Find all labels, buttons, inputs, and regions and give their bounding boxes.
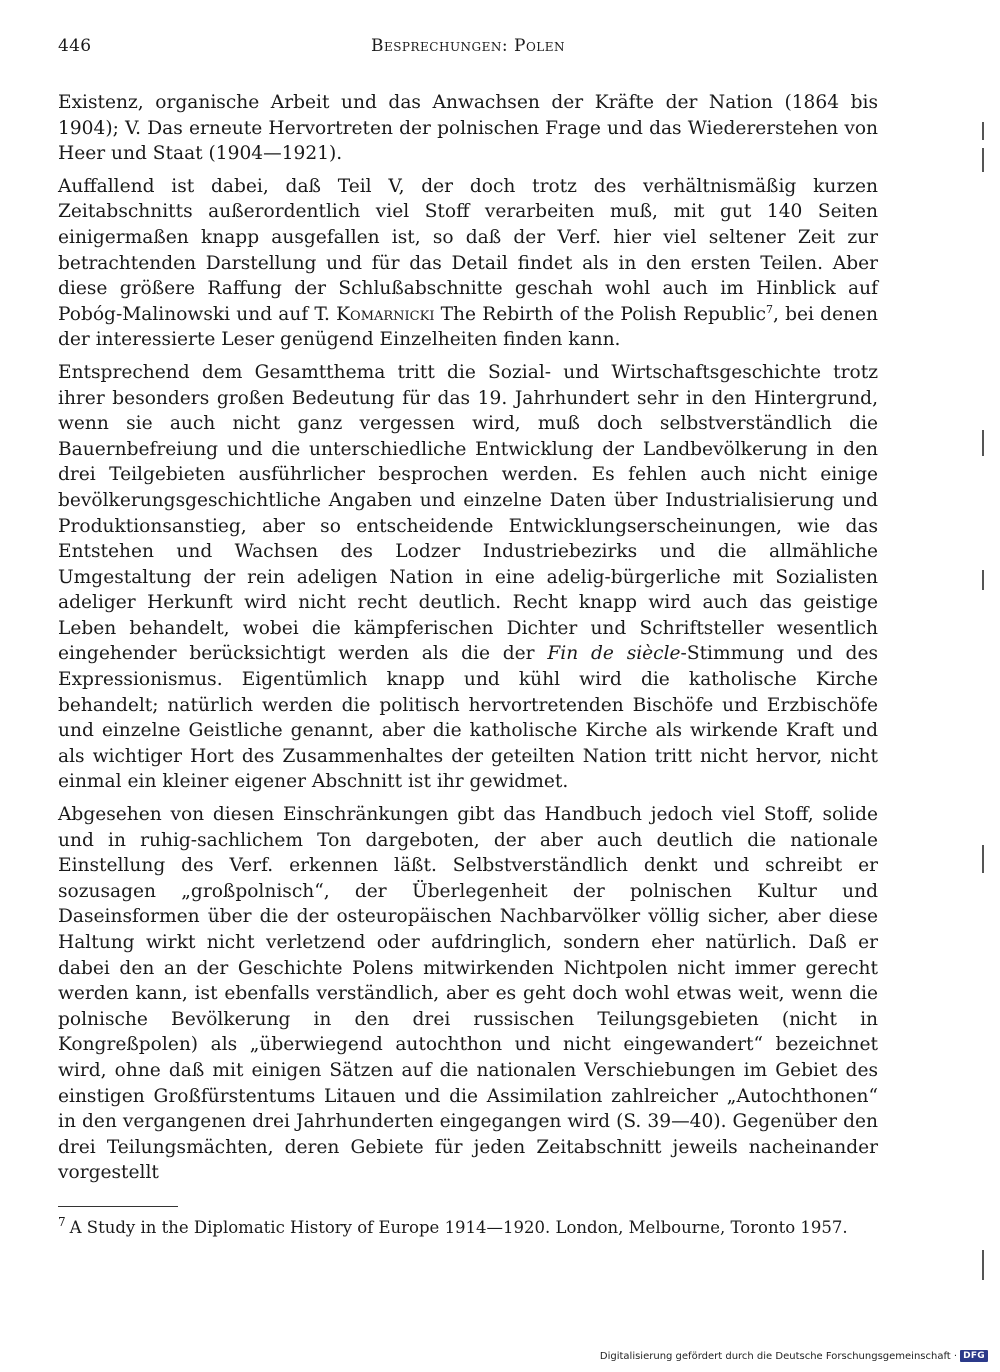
- italic-term: Fin de siècle: [547, 643, 681, 665]
- footnote-text: A Study in the Diplomatic History of Europe 1914—1920. London, Melbourne, Toronto 1957.: [69, 1217, 848, 1237]
- credit-text: Digitalisierung gefördert durch die Deutsche Forschungsgemeinschaft ·: [599, 1350, 958, 1362]
- margin-mark: [982, 148, 984, 172]
- footnote-mark: 7: [58, 1215, 66, 1230]
- author-name: Komarnicki: [336, 303, 435, 325]
- paragraph-4-text: Abgesehen von diesen Einschränkungen gibt das Handbuch jedoch viel Stoff, solide und in ruhig-sachlichem Ton dargeboten, der aber auch deutlich die nationale Einstellung des Verf. erkennen läßt. Selbstverständlich denkt und schreibt er sozusagen „großpolnisch“, der Überlegenheit der polnischen Kultur und Daseinsformen über die der osteuropäischen Nachbarvölker völlig sicher, aber diese Haltung wirkt nicht verletzend oder aufdringlich, sondern eher natürlich. Daß er dabei den an der Geschichte Polens mitwirkenden Nichtpolen nicht immer gerecht werden kann, ist ebenfalls verständlich, aber es geht doch wohl etwas weit, wenn die polnische Bevölkerung in den drei russischen Teilungsgebieten (nicht in Kongreßpolen) als „überwiegend autochthon und nicht eingewandert“ bezeichnet wird, ohne daß mit einigen Sätzen auf die nationalen Verschiebungen im Gebiet des einstigen Großfürstentums Litauen und die Assimilation zahlreicher „Autochthonen“ in den vergangenen drei Jahrhunderten eingegangen wird (S. 39—40). Gegenüber den drei Teilungsmächten, deren Gebiete für jeden Zeitabschnitt jeweils nacheinander vorgestellt: [58, 804, 878, 1184]
- footnote: [58, 1217, 878, 1238]
- page-number: 446: [58, 36, 92, 56]
- paragraph-1-text: Existenz, organische Arbeit und das Anwachsen der Kräfte der Nation (1864 bis 1904); V. Das erneute Hervortreten der polnischen Frage und das Wiedererstehen von Heer und Staat (1904—1921).: [58, 92, 878, 165]
- dfg-logo: DFG: [960, 1350, 988, 1362]
- margin-mark: [982, 122, 984, 140]
- digitization-credit: [600, 1350, 988, 1362]
- paragraph-2-text-a: Auffallend ist dabei, daß Teil V, der doch trotz des verhältnismäßig kurzen Zeitabschnitts außerordentlich viel Stoff verarbeiten muß, mit gut 140 Seiten einigermaßen knapp ausgefallen ist, so daß der Verf. hier viel seltener Zeit zur betrachtenden Darstellung und für das Detail findet als in den ersten Teilen. Aber diese größere Raffung der Schlußabschnitte geschah wohl auch im Hinblick auf Pobóg-Malinowski und auf T.: [58, 175, 878, 325]
- paragraph-2-text-b: The Rebirth of the Polish Republic: [434, 303, 767, 325]
- margin-mark: [982, 845, 984, 873]
- paragraph-3: [58, 360, 878, 795]
- paragraph-2: [58, 174, 878, 353]
- page-header: [58, 36, 878, 66]
- paragraph-2-text-c: , bei denen der interessierte Leser genügend Einzelheiten finden kann.: [58, 303, 879, 351]
- body-text: [58, 90, 878, 1186]
- margin-mark: [982, 430, 984, 456]
- document-page: [58, 36, 878, 1238]
- margin-mark: [982, 570, 984, 590]
- margin-mark: [982, 1250, 984, 1280]
- paragraph-3-text-b: -Stimmung und des Expressionismus. Eigentümlich knapp und kühl wird die katholische Kirche behandelt; natürlich werden die politisch hervortretenden Bischöfe und Erzbischöfe und einzelne Geistliche genannt, aber die katholische Kirche als wirkende Kraft und als wichtiger Hort des Zusammenhaltes der geteilten Nation tritt nicht hervor, nicht einmal ein kleiner eigener Abschnitt ist ihr gewidmet.: [58, 643, 878, 793]
- paragraph-1: [58, 90, 878, 167]
- running-head: Besprechungen: Polen: [370, 36, 566, 56]
- footnote-divider: [58, 1206, 178, 1207]
- paragraph-4: [58, 802, 878, 1186]
- paragraph-3-text-a: Entsprechend dem Gesamtthema tritt die Sozial- und Wirtschaftsgeschichte trotz ihrer besonders großen Bedeutung für das 19. Jahrhundert sehr in den Hintergrund, wenn sie auch nicht ganz vergessen wird, muß doch selbstverständlich die Bauernbefreiung und die unterschiedliche Entwicklung der Landbevölkerung in den drei Teilgebieten ausführlicher besprochen werden. Es fehlen auch nicht einige bevölkerungsgeschichtliche Angaben und einzelne Daten über Industrialisierung und Produktionsanstieg, aber so entscheidende Entwicklungserscheinungen, wie das Entstehen und Wachsen des Lodzer Industriebezirks und die allmähliche Umgestaltung der rein adeligen Nation in eine adelig-bürgerliche mit Sozialisten adeliger Herkunft wird nicht recht deutlich. Recht knapp wird auch das geistige Leben behandelt, wobei die kämpferischen Dichter und Schriftsteller wesentlich eingehender berücksichtigt werden als die der: [58, 361, 878, 665]
- footnote-reference[interactable]: 7: [766, 302, 774, 316]
